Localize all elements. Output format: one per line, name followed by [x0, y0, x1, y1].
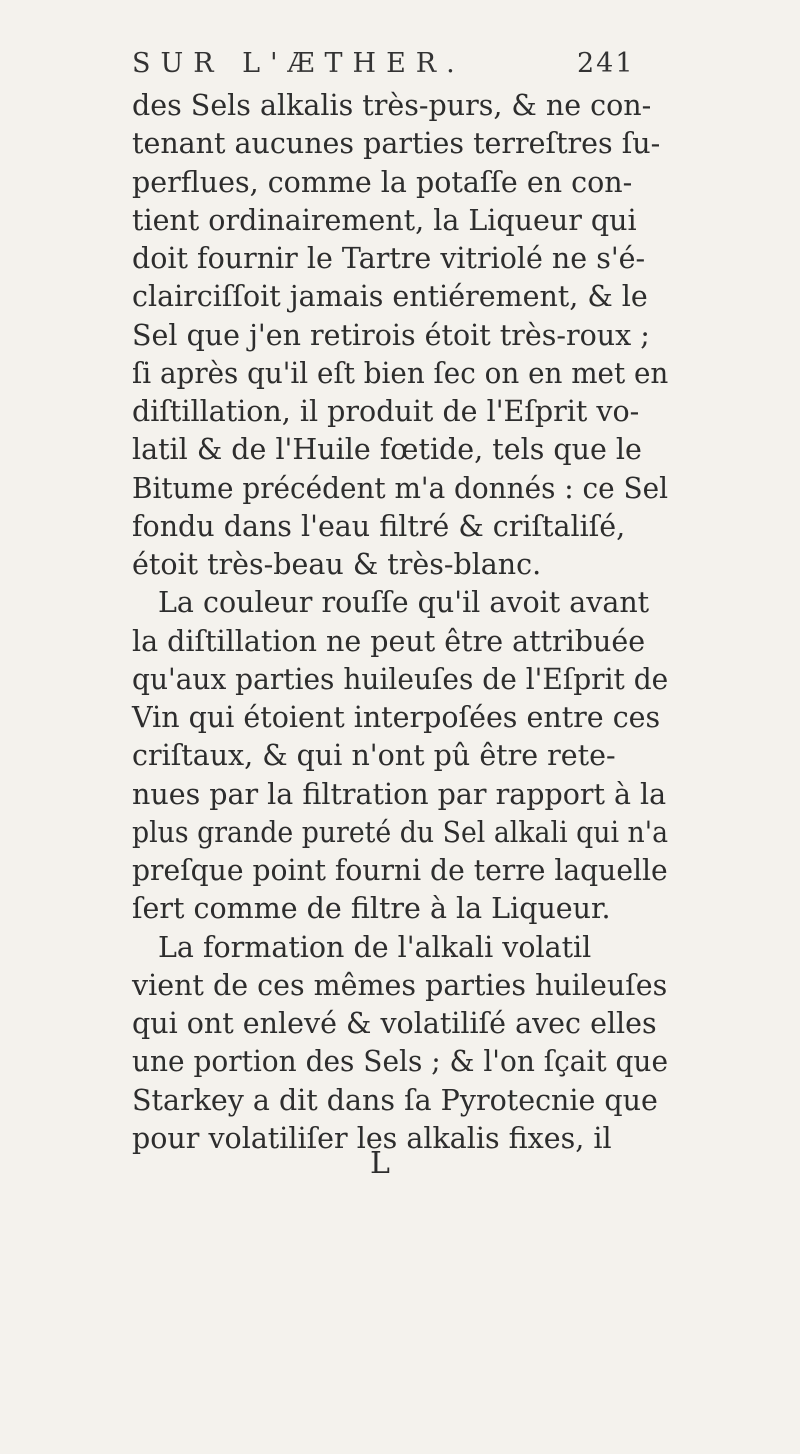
text-line: ſert comme de filtre à la Liqueur. — [132, 892, 611, 925]
text-line: une portion des Sels ; & l'on ſçait que — [132, 1045, 669, 1078]
text-line: tenant aucunes parties terreſtres ſu- — [132, 127, 661, 160]
text-line: plus grande pureté du Sel alkali qui n'a — [132, 816, 669, 849]
text-line: qu'aux parties huileuſes de l'Eſprit de — [132, 663, 669, 696]
text-line: ſi après qu'il eſt bien ſec on en met en — [132, 357, 669, 390]
text-line: étoit très-beau & très-blanc. — [132, 548, 542, 581]
text-line: Vin qui étoient interpoſées entre ces — [132, 701, 661, 734]
catchword: L — [370, 1146, 390, 1181]
text-line: Sel que j'en retirois étoit très-roux ; — [132, 319, 650, 352]
text-line: qui ont enlevé & volatiliſé avec elles — [132, 1007, 657, 1040]
running-title: SUR L'ÆTHER. — [132, 48, 465, 79]
text-line: preſque point fourni de terre laquelle — [132, 854, 668, 887]
text-line: Bitume précédent m'a donnés : ce Sel — [132, 472, 668, 505]
text-line: diſtillation, il produit de l'Eſprit vo- — [132, 395, 640, 428]
page-header — [132, 48, 635, 79]
text-line: La formation de l'alkali volatil — [158, 931, 592, 964]
text-line: vient de ces mêmes parties huileuſes — [132, 969, 668, 1002]
text-line: doit fournir le Tartre vitriolé ne s'é- — [132, 242, 646, 275]
page-number: 241 — [577, 48, 635, 79]
text-line: clairciſſoit jamais entiérement, & le — [132, 280, 648, 313]
text-line: tient ordinairement, la Liqueur qui — [132, 204, 637, 237]
text-line: fondu dans l'eau filtré & criſtaliſé, — [132, 510, 626, 543]
text-line: la diſtillation ne peut être attribuée — [132, 625, 646, 658]
text-line: des Sels alkalis très-purs, & ne con- — [132, 89, 652, 122]
text-line: perflues, comme la potaſſe en con- — [132, 166, 633, 199]
text-line: criſtaux, & qui n'ont pû être rete- — [132, 739, 616, 772]
text-line: nues par la filtration par rapport à la — [132, 778, 667, 811]
text-line: latil & de l'Huile fœtide, tels que le — [132, 433, 642, 466]
text-line: pour volatiliſer les alkalis fixes, il — [132, 1122, 612, 1155]
text-line: Starkey a dit dans ſa Pyrotecnie que — [132, 1084, 658, 1117]
text-line: La couleur rouſſe qu'il avoit avant — [158, 586, 650, 619]
